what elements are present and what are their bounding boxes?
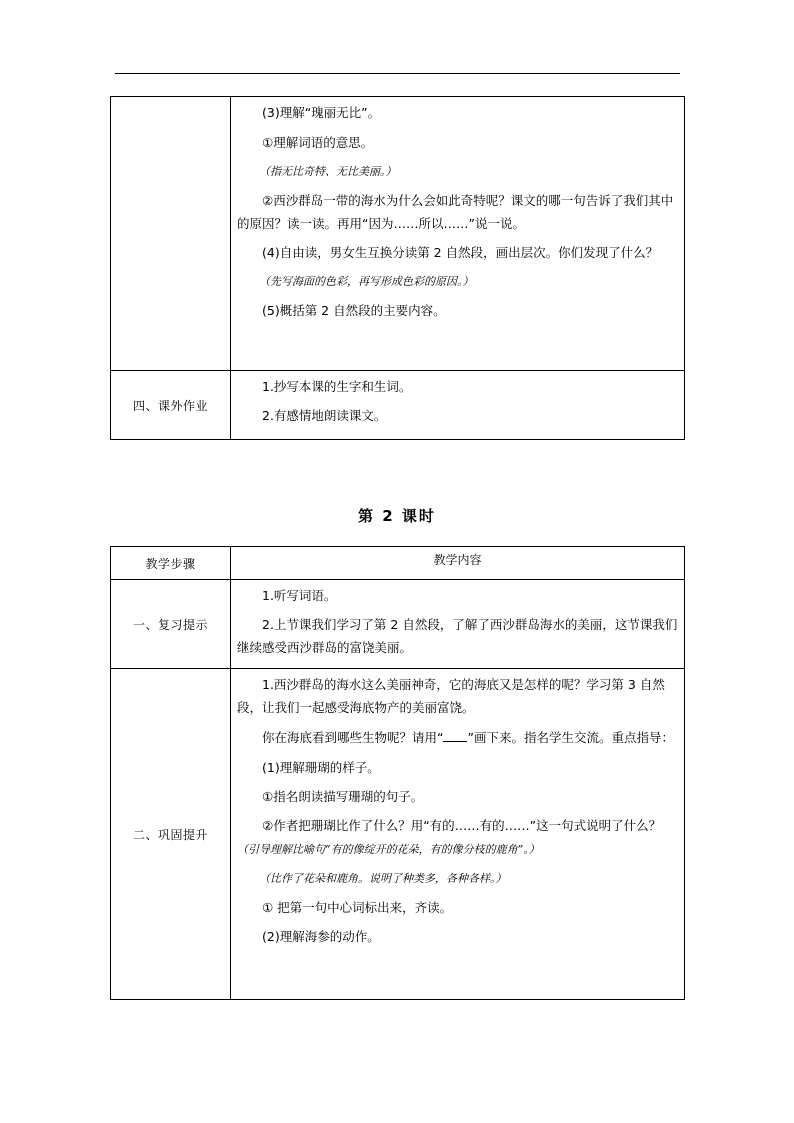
section-title: 第 2 课时 xyxy=(358,507,436,525)
content-line: ①理解词语的意思。 xyxy=(262,135,374,150)
answer-note: （指无比奇特、无比美丽。） xyxy=(259,165,397,178)
header-step: 教学步骤 xyxy=(111,547,231,580)
table-row xyxy=(111,669,685,1000)
lesson-table-1 xyxy=(110,96,685,440)
lesson-table-2 xyxy=(110,546,685,1000)
content-line: 1.听写词语。 xyxy=(262,588,337,603)
answer-note: （先写海面的色彩，再写形成色彩的原因。） xyxy=(259,275,474,288)
answer-note: （比作了花朵和鹿角。说明了种类多，各种各样。） xyxy=(259,872,507,885)
underline-blank xyxy=(443,729,467,742)
line-part: ”画下来。指名学生交流。重点指导： xyxy=(467,730,674,745)
step-cell xyxy=(111,97,231,371)
step-cell-consolidate: 二、巩固提升 xyxy=(111,669,231,1000)
content-cell xyxy=(231,669,685,1000)
answer-note: （引导理解比喻句“有的像绽开的花朵，有的像分枝的鹿角”。） xyxy=(237,843,540,856)
content-line: 1.西沙群岛的海水这么美丽神奇，它的海底又是怎样的呢？学习第 3 自然段，让我们一起感受海底物产的美丽富饶。 xyxy=(237,677,665,715)
table-row xyxy=(111,580,685,669)
content-line xyxy=(237,726,678,749)
content-line: ②西沙群岛一带的海水为什么会如此奇特呢？课文的哪一句告诉了我们其中的原因？读一读。再用“因为……所以……”说一说。 xyxy=(237,193,674,231)
header-content: 教学内容 xyxy=(231,547,685,580)
content-line: (2)理解海参的动作。 xyxy=(262,929,380,944)
line-part: 你在海底看到哪些生物呢？请用“ xyxy=(262,730,444,745)
content-line: (5)概括第 2 自然段的主要内容。 xyxy=(262,303,446,318)
content-line: (1)理解珊瑚的样子。 xyxy=(262,760,380,775)
step-cell-homework: 四、课外作业 xyxy=(111,371,231,440)
table-header-row xyxy=(111,547,685,580)
table-row xyxy=(111,371,685,440)
content-line: 2.有感情地朗读课文。 xyxy=(262,408,387,423)
content-cell xyxy=(231,97,685,371)
content-line: 2.上节课我们学习了第 2 自然段，了解了西沙群岛海水的美丽，这节课我们继续感受西沙群岛的富饶美丽。 xyxy=(237,617,678,655)
content-line: ① 把第一句中心词标出来，齐读。 xyxy=(262,900,453,915)
content-cell xyxy=(231,580,685,669)
table-row xyxy=(111,97,685,371)
content-line: (3)理解“瑰丽无比”。 xyxy=(262,105,381,120)
content-cell xyxy=(231,371,685,440)
content-line: (4)自由读，男女生互换分读第 2 自然段，画出层次。你们发现了什么？ xyxy=(262,245,659,260)
header-rule xyxy=(115,73,680,74)
content-line: 1.抄写本课的生字和生词。 xyxy=(262,379,412,394)
line-part: ②作者把珊瑚比作了什么？用“有的……有的……”这一句式说明了什么？ xyxy=(262,818,662,833)
content-line xyxy=(237,814,678,861)
step-cell-review: 一、复习提示 xyxy=(111,580,231,669)
content-line: ①指名朗读描写珊瑚的句子。 xyxy=(262,789,424,804)
